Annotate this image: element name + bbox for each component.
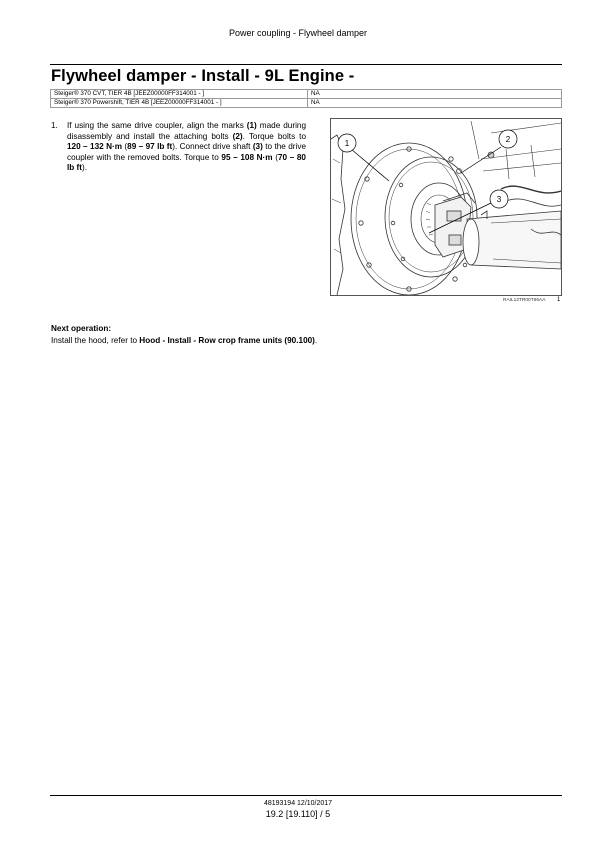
leader-line-2 xyxy=(461,147,501,173)
callout-1 xyxy=(338,134,356,152)
line-drawing xyxy=(331,119,561,295)
text-run: ). xyxy=(82,163,88,173)
step-text xyxy=(67,121,306,174)
title-divider xyxy=(50,64,562,65)
torque-value: 89 – 97 lb ft xyxy=(127,142,173,152)
value-cell: NA xyxy=(308,99,562,108)
torque-value: 70 – 80 lb ft xyxy=(67,152,306,173)
figure-code: RAIL12TR00T66AA xyxy=(503,298,546,303)
callout-label: 2 xyxy=(505,135,511,144)
text-run: to the drive coupler with the removed bolts. Torque to xyxy=(67,142,306,162)
callout-3 xyxy=(490,190,508,208)
torque-value: 120 – 132 N·m xyxy=(67,142,122,152)
page-number: 19.2 [19.110] / 5 xyxy=(265,809,331,819)
text-run: ). Connect drive shaft xyxy=(172,142,253,152)
text-run: If using the same drive coupler, align the marks xyxy=(67,121,247,130)
text-run: . Torque bolts to xyxy=(242,131,307,141)
flywheel-damper-illustration xyxy=(330,118,562,296)
applicability-table xyxy=(50,89,562,108)
value-cell: NA xyxy=(308,90,562,99)
next-operation-heading: Next operation: xyxy=(51,324,112,333)
model-cell: Steiger® 370 CVT, TIER 4B [JEEZ00000FF314001 - ] xyxy=(51,90,308,99)
model-cell: Steiger® 370 Powershift, TIER 4B [JEEZ00000FF314001 - ] xyxy=(51,99,308,108)
text-run: made during disassembly and install the attaching bolts xyxy=(67,121,307,141)
table-row xyxy=(51,90,562,99)
text-run: . xyxy=(314,336,318,345)
cross-reference-link[interactable]: Hood - Install - Row crop frame units (90.100) xyxy=(139,336,315,345)
callout-2 xyxy=(499,130,517,148)
leader-line-1 xyxy=(351,149,389,181)
figure-number: 1 xyxy=(557,297,561,303)
callout-label: 3 xyxy=(496,195,502,204)
callout-ref: (2) xyxy=(232,131,243,141)
callout-label: 1 xyxy=(344,139,350,148)
table-row xyxy=(51,99,562,108)
callout-ref: (1) xyxy=(246,121,257,130)
text-run: ( xyxy=(122,142,128,152)
running-header: Power coupling - Flywheel damper xyxy=(228,28,368,38)
torque-value: 95 – 108 N·m xyxy=(221,152,273,162)
footer-divider xyxy=(50,795,562,796)
text-run: Install the hood, refer to xyxy=(51,336,140,345)
document-number: 48193194 12/10/2017 xyxy=(263,800,333,807)
text-run: ( xyxy=(272,152,278,162)
page-title: Flywheel damper - Install - 9L Engine - xyxy=(51,67,355,85)
next-operation-text xyxy=(51,336,317,345)
callout-ref: (3) xyxy=(252,142,263,152)
step-number: 1. xyxy=(51,121,58,130)
procedure-step-1 xyxy=(51,121,306,174)
